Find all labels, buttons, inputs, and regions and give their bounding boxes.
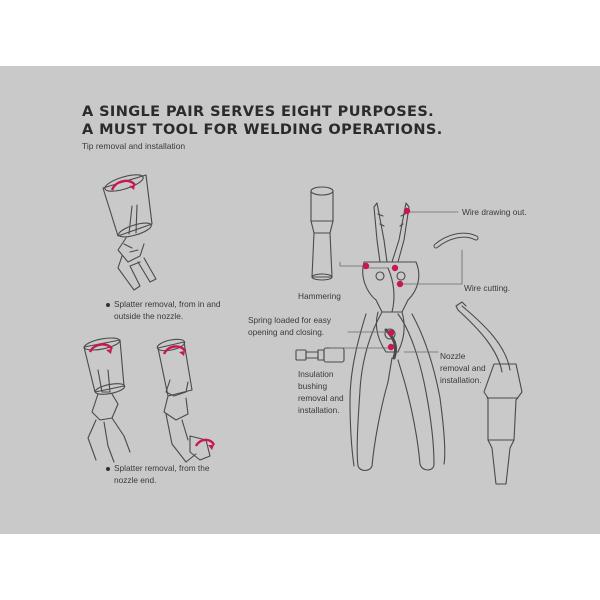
insulation-bushing-illustration (296, 348, 344, 362)
pliers-illustration (350, 203, 445, 471)
label-line: Insulation (298, 369, 334, 379)
label-line: installation. (298, 405, 340, 415)
caption-line: Splatter removal, from in and (114, 299, 221, 309)
bent-wire-illustration (436, 235, 476, 246)
label-spring (248, 314, 331, 338)
hammering-nozzle-illustration (311, 187, 333, 280)
label-nozzle (440, 350, 486, 386)
bullet-icon (106, 303, 110, 307)
caption-line: Splatter removal, from the (114, 463, 210, 473)
nozzle-inside-illustration (103, 171, 156, 290)
label-wire-cutting: Wire cutting. (464, 283, 511, 293)
label-line: Nozzle (440, 351, 466, 361)
caption-splatter-inside (114, 298, 221, 322)
caption-splatter-end (114, 462, 209, 486)
label-hammering: Hammering (298, 291, 341, 301)
welding-torch-illustration (456, 302, 522, 484)
label-insulation (298, 368, 344, 416)
headline-line-1: A SINGLE PAIR SERVES EIGHT PURPOSES. (82, 104, 435, 120)
label-line: Spring loaded for easy (248, 315, 332, 325)
label-wire-drawing: Wire drawing out. (462, 207, 527, 217)
label-line: installation. (440, 375, 482, 385)
label-line: opening and closing. (248, 327, 325, 337)
label-line: removal and (298, 393, 344, 403)
label-line: removal and (440, 363, 486, 373)
bullet-icon (106, 467, 110, 471)
caption-line: nozzle end. (114, 475, 157, 485)
label-line: bushing (298, 381, 328, 391)
nozzle-end-illustration-right (156, 337, 210, 462)
headline-line-2: A MUST TOOL FOR WELDING OPERATIONS. (82, 122, 443, 138)
subtitle: Tip removal and installation (82, 141, 186, 151)
nozzle-end-illustration-left (83, 336, 130, 462)
caption-line: outside the nozzle. (114, 311, 184, 321)
